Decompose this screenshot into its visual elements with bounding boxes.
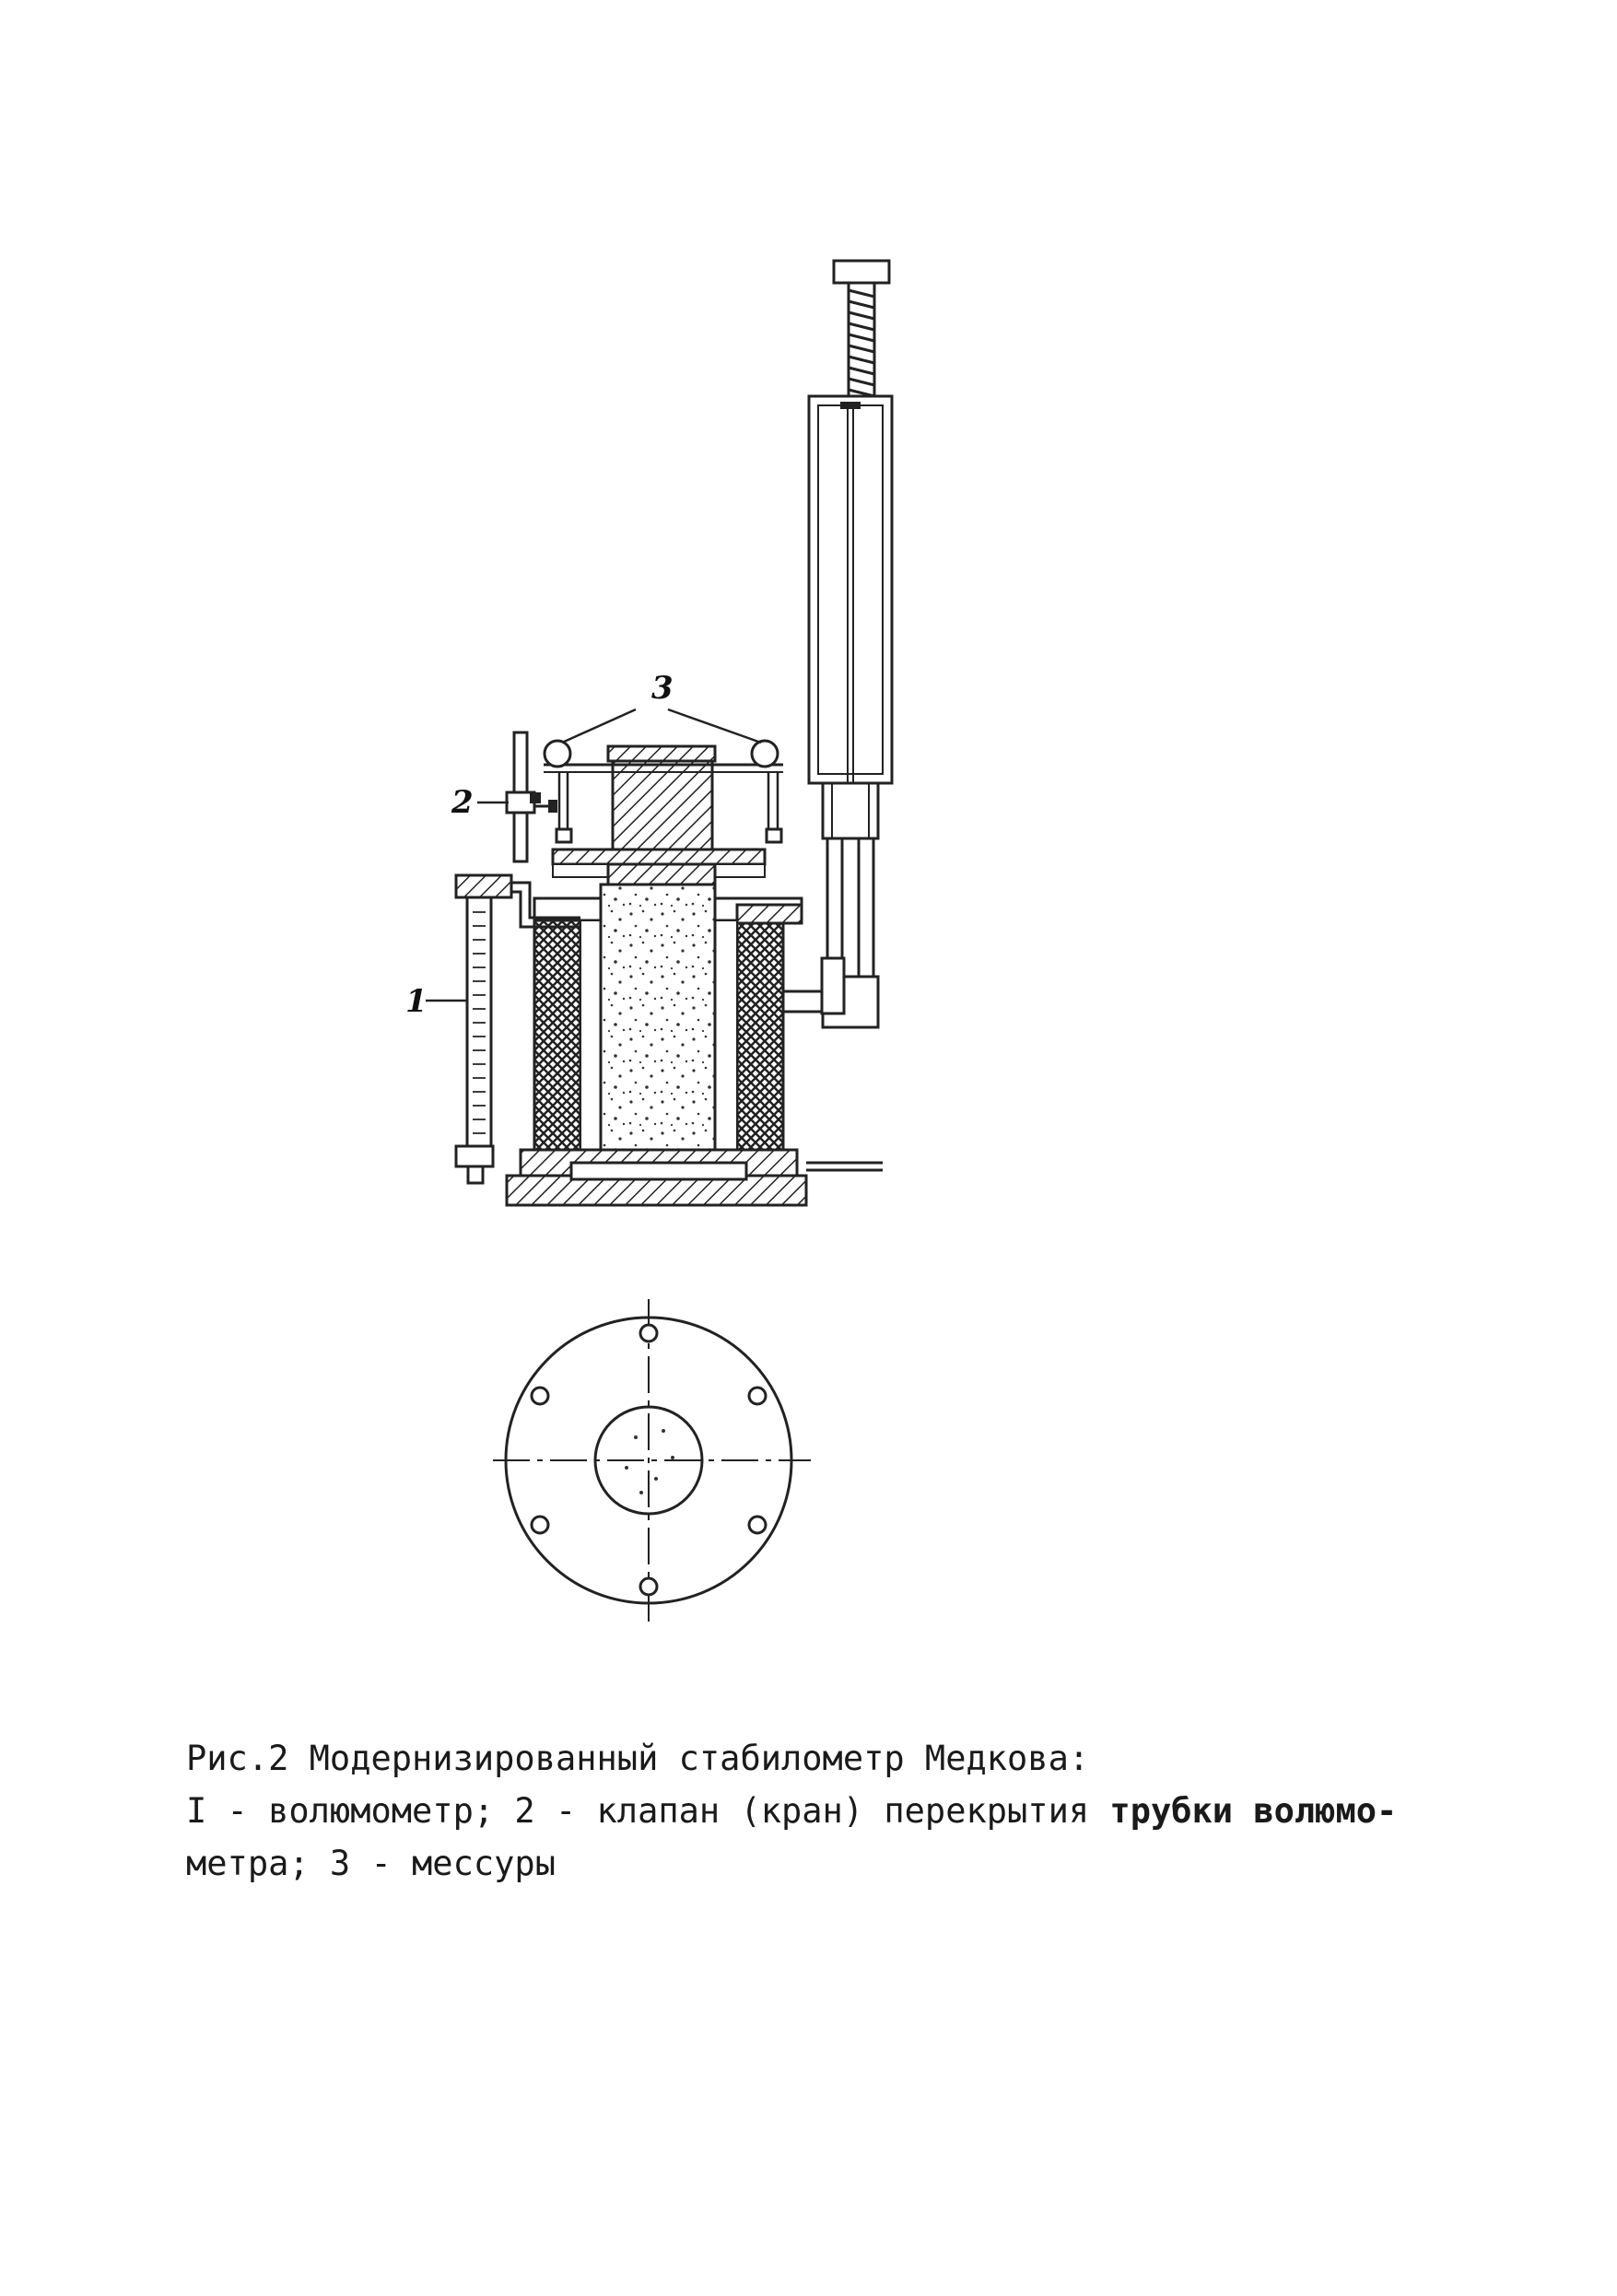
- caption-line-2: [186, 1785, 1398, 1837]
- caption-line-1: Рис.2 Модернизированный стабилометр Медкова:: [186, 1739, 1090, 1778]
- plan-view-circle: [493, 1299, 811, 1622]
- callout-3: [562, 670, 761, 743]
- callout-label-2: 2: [451, 784, 474, 821]
- caption-line-2-text: I - волюмометр; 2 - клапан (кран) перекрытия: [186, 1791, 1110, 1831]
- callout-label-1: 1: [405, 983, 428, 1020]
- callout-2: [451, 784, 509, 821]
- callout-label-3: 3: [651, 670, 674, 707]
- caption-line-3: метра; 3 - мессуры: [186, 1844, 556, 1883]
- callout-1: [405, 983, 466, 1020]
- figure-caption: [186, 1732, 1398, 1890]
- caption-line-2-bold-text: трубки волюмо-: [1109, 1791, 1398, 1831]
